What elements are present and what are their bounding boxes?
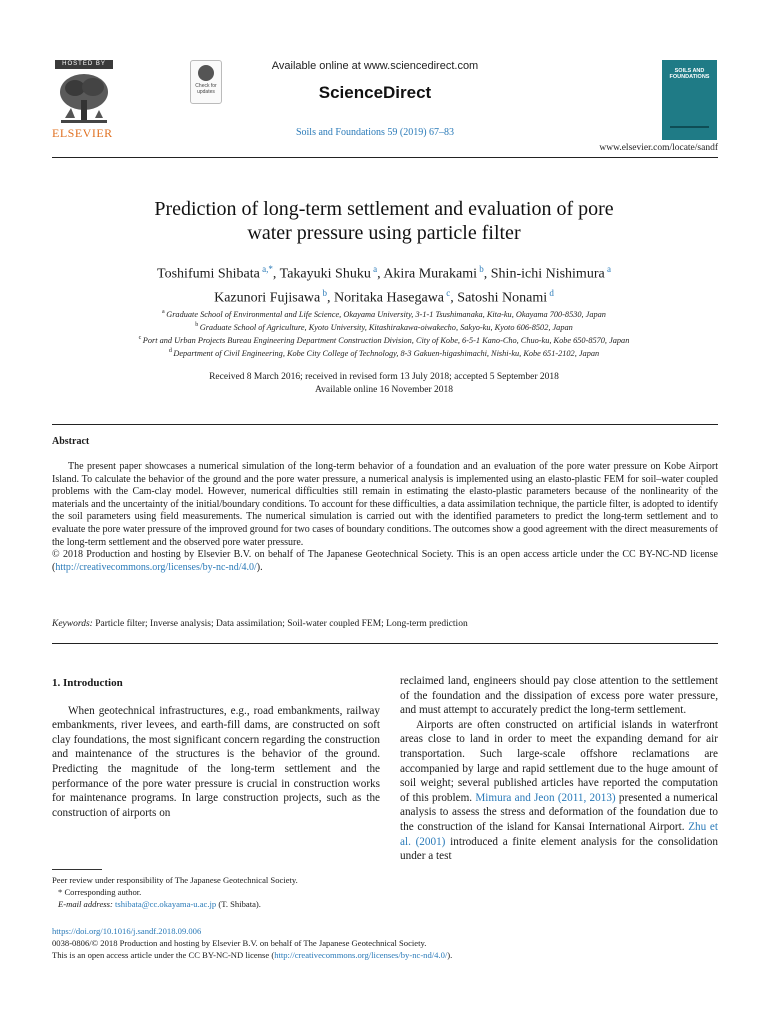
cover-stripe xyxy=(670,126,709,128)
available-online-text: Available online at www.sciencedirect.com xyxy=(271,60,479,72)
keywords-label: Keywords: xyxy=(52,619,93,629)
article-title xyxy=(60,197,708,245)
intro-paragraph-1-cont: reclaimed land, engineers should pay close attention to the settlement of the foundation and the dissipation of excess pore water pressure, and must attempt to accurately predict the long-term settlement. xyxy=(400,675,718,717)
author-name[interactable]: Takayuki Shuku xyxy=(279,266,371,282)
issn-line: 0038-0806/© 2018 Production and hosting by Elsevier B.V. on behalf of The Japanese Geotechnical Society. xyxy=(52,938,427,948)
affiliation-text: Department of Civil Engineering, Kobe City College of Technology, 8-3 Gakuen-higashimachi, Nishi-ku, Kobe 651-2102, Japan xyxy=(173,348,600,358)
check-updates-icon xyxy=(198,65,214,81)
peer-review-note: Peer review under responsibility of The Japanese Geotechnical Society. xyxy=(52,875,298,885)
affiliation-marker: c xyxy=(138,334,143,341)
footnote-rule xyxy=(52,869,102,870)
author-affiliation-marker[interactable]: a xyxy=(370,264,378,274)
reference-link-mimura[interactable]: Mimura and Jeon (2011, 2013) xyxy=(475,791,616,804)
author-affiliation-marker[interactable]: d xyxy=(547,287,554,298)
authors-line-2: Kazunori Fujisawa $^b$, Noritaka Hasegawa $^c$, Satoshi Nonami $^d$ xyxy=(214,287,554,306)
abstract-heading: Abstract xyxy=(52,436,90,447)
journal-reference-link[interactable]: Soils and Foundations 59 (2019) 67–83 xyxy=(295,127,455,138)
abstract-divider-top xyxy=(52,424,718,425)
author-name[interactable]: Akira Murakami xyxy=(383,266,478,282)
affiliation-line xyxy=(60,307,708,320)
author-list xyxy=(60,260,708,307)
journal-cover-image[interactable] xyxy=(662,60,717,140)
abstract-body xyxy=(52,461,718,574)
affiliation-marker: a xyxy=(162,309,167,315)
authors-line-1: Toshifumi Shibata $^{a,*}$, Takayuki Shuku $^a$, Akira Murakami $^b$, Shin-ichi Nishimura $^a$ xyxy=(157,264,611,282)
author-affiliation-marker[interactable]: a,* xyxy=(259,264,273,274)
author-name[interactable]: Kazunori Fujisawa xyxy=(214,290,321,306)
elsevier-wordmark: ELSEVIER xyxy=(52,126,113,140)
affiliation-text: Port and Urban Projects Bureau Engineering Department Construction Division, City of Kobe, 6-5-1 Kano-Cho, Chuo-ku, Kobe 650-8570, Japan xyxy=(142,335,630,345)
reference-link-zhu[interactable]: Zhu et al. (2001) xyxy=(400,820,718,848)
article-dates xyxy=(60,371,708,397)
author-name[interactable]: Shin-ichi Nishimura xyxy=(490,266,605,282)
author-affiliation-marker[interactable]: c xyxy=(444,287,451,298)
body-column-right xyxy=(400,674,718,864)
section-heading-introduction: 1. Introduction xyxy=(52,677,123,689)
check-for-updates-button[interactable] xyxy=(190,60,222,104)
bottom-matter xyxy=(52,925,718,961)
affiliations xyxy=(60,307,708,359)
email-note: E-mail address: tshibata@cc.okayama-u.ac.jp (T. Shibata). xyxy=(58,899,261,909)
cover-title: SOILS AND FOUNDATIONS xyxy=(669,68,710,80)
affiliation-line xyxy=(60,333,708,346)
affiliation-marker: d xyxy=(168,347,174,354)
abstract-copyright: © 2018 Production and hosting by Elsevier B.V. on behalf of The Japanese Geotechnical Society. This is an open access article under the CC BY-NC-ND license (http://creativecommons.org/licenses/by-nc-nd/4.0/). xyxy=(52,549,718,573)
keywords-text: Particle filter; Inverse analysis; Data assimilation; Soil-water coupled FEM; Long-term prediction xyxy=(95,619,468,629)
keywords xyxy=(52,619,718,629)
author-name[interactable]: Satoshi Nonami xyxy=(457,290,548,306)
affiliation-text: Graduate School of Environmental and Life Science, Okayama University, 3-1-1 Tsushimanaka, Kita-ku, Okayama 700-8530, Japan xyxy=(166,309,606,319)
intro-paragraph-1: When geotechnical infrastructures, e.g., road embankments, railway embankments, river levees, and earth-fill dams, are constructed on soft clay foundations, the most significant concern regarding the construction and maintenance of the structures is the behavior of the ground. Predicting the magnitude of the long-term settlement and the performance of the pore water pressure is crucial in construction works for maintenance programs. In large construction projects, such as the construction of airports on xyxy=(52,704,380,819)
check-updates-label: Check for updates xyxy=(195,83,217,95)
author-affiliation-marker[interactable]: a xyxy=(604,264,611,274)
author-affiliation-marker[interactable]: b xyxy=(320,287,328,298)
author-name[interactable]: Noritaka Hasegawa xyxy=(334,290,445,306)
author-name[interactable]: Toshifumi Shibata xyxy=(157,266,260,282)
title-line-1: Prediction of long-term settlement and evaluation of pore xyxy=(154,198,614,220)
license-link[interactable]: http://creativecommons.org/licenses/by-nc-nd/4.0/ xyxy=(55,561,257,573)
hosted-by-label: HOSTED BY xyxy=(55,60,113,69)
intro-paragraph-2: Airports are often constructed on artificial islands in waterfront areas close to land in order to meet the expanding demand for air transportation. Such large-scale offshore reclamations are accompanied by large and rapid settlement due to the huge amount of soil weight; several published articles have reported the computation of this problem. Mimura and Jeon (2011, 2013) presented a numerical analysis to assess the stress and deformation of the foundation due to the construction of the island for Kansai International Airport. Zhu et al. (2001) introduced a finite element analysis for the consolidation under a test xyxy=(400,718,718,863)
received-dates: Received 8 March 2016; received in revised form 13 July 2018; accepted 5 September 2018 xyxy=(209,372,559,382)
corresponding-author-note: * Corresponding author. xyxy=(58,887,142,897)
abstract-divider-bottom xyxy=(52,643,718,644)
affiliation-marker: b xyxy=(195,321,200,328)
header-divider xyxy=(52,157,718,158)
author-email-link[interactable]: tshibata@cc.okayama-u.ac.jp xyxy=(114,899,217,909)
body-column-left xyxy=(52,676,380,820)
footnotes xyxy=(52,874,382,910)
license-link-bottom[interactable]: http://creativecommons.org/licenses/by-nc-nd/4.0/ xyxy=(274,950,448,960)
sciencedirect-logo[interactable]: ScienceDirect xyxy=(318,83,432,102)
author-affiliation-marker[interactable]: b xyxy=(477,264,484,274)
affiliation-line xyxy=(60,346,708,359)
affiliation-text: Graduate School of Agriculture, Kyoto University, Kitashirakawa-oiwakecho, Sakyo-ku, Kyoto 606-8502, Japan xyxy=(199,322,573,332)
affiliation-line xyxy=(60,320,708,333)
journal-url[interactable]: www.elsevier.com/locate/sandf xyxy=(599,143,718,153)
abstract-text: The present paper showcases a numerical simulation of the long-term behavior of a foundation and an evaluation of the pore water pressure on Kobe Airport Island. To calculate the behavior of the ground and the pore water pressure, a numerical analysis is implemented using an elasto-plastic FEM for soil–water coupled problems with the Cam-clay model. However, numerical difficulties still remain in estimating the elasto-plastic parameters because of the nonlinearity of the materials and the uncertainty of the initial/boundary conditions. To account for these difficulties, a data assimilation technique, the particle filter, is adopted to identify the soil parameters using field measurements. The numerical simulation is carried out with the identified parameters to predict the long-term settlement and to evaluate the pore water pressure of the improved ground for two cases of boundary conditions. The outcomes show a good agreement with the direct measurements of the long-term settlement and the observed pore water pressure. xyxy=(52,461,718,548)
title-line-2: water pressure using particle filter xyxy=(247,222,521,244)
open-access-line: This is an open access article under the CC BY-NC-ND license (http://creativecommons.org/licenses/by-nc-nd/4.0/). xyxy=(52,950,453,960)
available-online-date: Available online 16 November 2018 xyxy=(314,385,454,395)
doi-link[interactable]: https://doi.org/10.1016/j.sandf.2018.09.006 xyxy=(52,926,202,936)
